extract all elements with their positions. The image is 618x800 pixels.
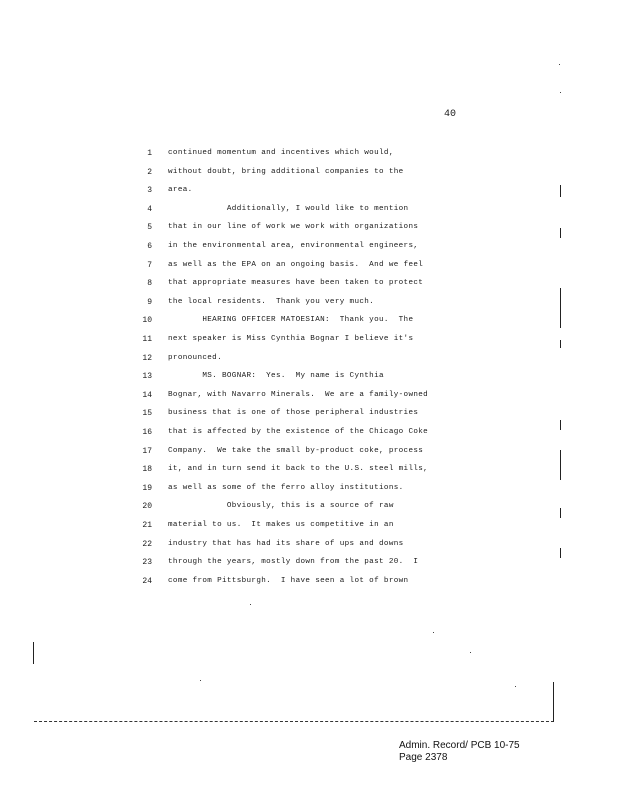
line-text: come from Pittsburgh. I have seen a lot of brown [168, 576, 409, 585]
line-text: that appropriate measures have been taken to protect [168, 279, 424, 288]
scan-mark [553, 682, 554, 722]
line-number: 18 [142, 465, 152, 475]
line-number: 13 [142, 372, 152, 382]
scan-speck [200, 680, 201, 681]
line-number: 10 [142, 316, 152, 326]
line-number: 21 [142, 521, 152, 530]
line-number: 12 [142, 353, 152, 363]
line-text: Additionally, I would like to mention [168, 204, 409, 213]
line-text: it, and in turn send it back to the U.S. steel mills, [168, 465, 429, 474]
scan-mark [560, 508, 561, 518]
line-text: next speaker is Miss Cynthia Bognar I believe it's [168, 335, 414, 343]
scan-speck [515, 686, 516, 687]
line-text: through the years, mostly down from the past 20. I [168, 558, 419, 567]
line-text: Company. We take the small by-product coke, process [168, 446, 424, 455]
scan-mark [560, 548, 561, 558]
scan-mark [560, 185, 561, 197]
line-text: material to us. It makes us competitive in an [168, 521, 394, 529]
scan-speck [559, 64, 560, 65]
line-number: 16 [142, 428, 152, 437]
scan-mark [560, 340, 561, 348]
line-text: business that is one of those peripheral industries [168, 409, 419, 418]
line-number: 17 [142, 446, 152, 456]
line-text: in the environmental area, environmental engineers, [168, 242, 419, 250]
line-number: 6 [147, 242, 152, 251]
line-number: 7 [147, 260, 152, 270]
line-text: HEARING OFFICER MATOESIAN: Thank you. The [168, 316, 414, 325]
line-text: Bognar, with Navarro Minerals. We are a family-owned [168, 390, 429, 399]
page-number: 40 [444, 109, 457, 120]
line-number: 2 [147, 167, 152, 177]
scan-speck [433, 632, 434, 633]
footer-stamp [399, 740, 520, 764]
line-number: 15 [142, 409, 152, 419]
line-text: without doubt, bring additional companies to the [168, 167, 404, 176]
scan-mark [33, 642, 34, 664]
footer-record-label: Admin. Record/ PCB 10-75 [399, 740, 520, 751]
scan-speck [470, 652, 471, 653]
scan-speck [250, 604, 251, 605]
line-text: industry that has had its share of ups and downs [168, 539, 404, 548]
line-text: pronounced. [168, 353, 222, 362]
line-number: 8 [147, 279, 152, 289]
footer-divider [34, 721, 554, 722]
line-number: 22 [142, 539, 152, 549]
line-number: 14 [142, 390, 152, 400]
line-text: continued momentum and incentives which would, [168, 149, 394, 157]
line-number: 20 [142, 502, 152, 512]
line-number: 19 [142, 483, 152, 493]
line-text: that is affected by the existence of the Chicago Coke [168, 428, 429, 436]
line-number: 1 [147, 149, 152, 158]
line-number: 4 [147, 204, 152, 214]
line-number: 5 [147, 223, 152, 233]
scan-mark [560, 288, 561, 328]
footer-page-label: Page 2378 [399, 752, 448, 763]
line-number: 24 [142, 576, 152, 586]
scan-mark [560, 228, 561, 238]
line-text: area. [168, 186, 193, 195]
line-number: 23 [142, 558, 152, 568]
line-text: that in our line of work we work with organizations [168, 223, 419, 232]
line-text: MS. BOGNAR: Yes. My name is Cynthia [168, 372, 384, 381]
line-text: as well as the EPA on an ongoing basis. And we feel [168, 260, 424, 269]
scan-mark [560, 420, 561, 430]
line-text: Obviously, this is a source of raw [168, 502, 394, 511]
line-text: the local residents. Thank you very much. [168, 297, 375, 306]
line-number: 11 [142, 335, 152, 344]
line-number: 9 [147, 297, 152, 307]
scan-mark [560, 450, 561, 480]
scan-speck [560, 92, 561, 93]
line-text: as well as some of the ferro alloy institutions. [168, 483, 404, 492]
line-number: 3 [147, 186, 152, 196]
